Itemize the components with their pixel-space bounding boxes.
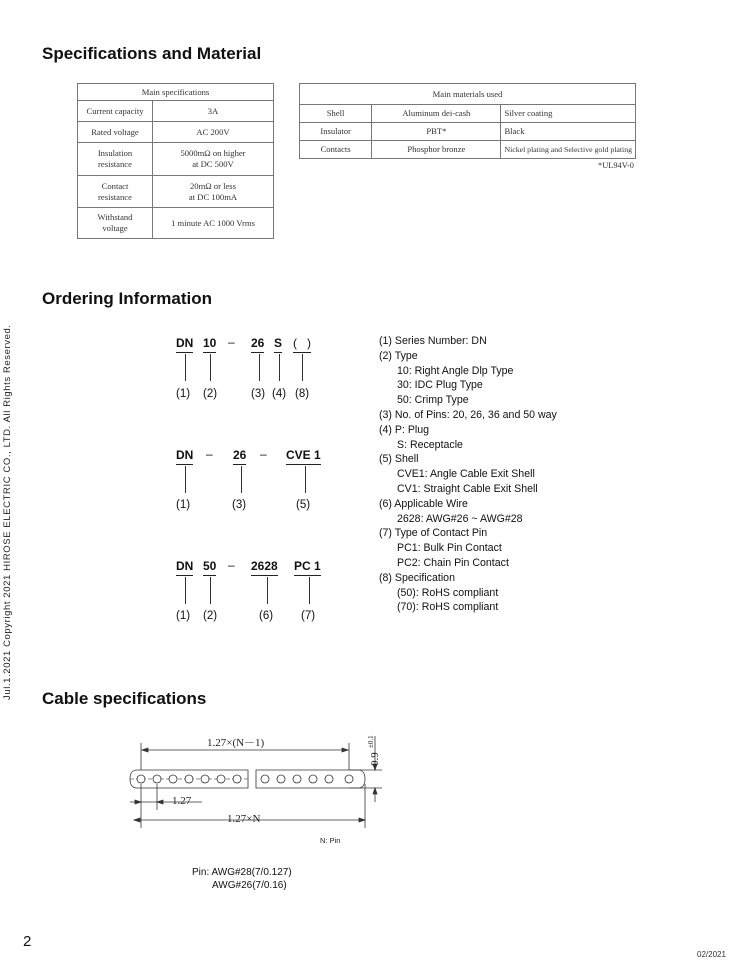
- code-part: PC 1: [294, 559, 321, 573]
- material-finish: Black: [501, 123, 636, 141]
- cable-cross-section-diagram: [112, 718, 402, 878]
- code-num: (4): [272, 388, 287, 400]
- code-num: (3): [251, 388, 266, 400]
- list-item: (7) Type of Contact Pin: [379, 527, 488, 540]
- code-part: 10: [203, 336, 217, 350]
- list-item: PC1: Bulk Pin Contact: [397, 542, 502, 555]
- spec-value: 1 minute AC 1000 Vrms: [153, 208, 274, 239]
- list-item: (1) Series Number: DN: [379, 335, 487, 347]
- spec-value: 3A: [153, 101, 274, 122]
- material-part: Insulator: [300, 123, 372, 141]
- list-item: (3) No. of Pins: 20, 26, 36 and 50 way: [379, 408, 557, 421]
- main-specs-header: Main specifications: [78, 84, 274, 101]
- list-item: (2) Type: [379, 349, 418, 362]
- spec-label: Rated voltage: [78, 122, 153, 143]
- code-num: (2): [203, 610, 218, 622]
- list-item: (5) Shell: [379, 453, 419, 466]
- list-item: (70): RoHS compliant: [397, 601, 499, 614]
- pin-spec-line-2: AWG#26(7/0.16): [212, 880, 287, 891]
- material-name: Phosphor bronze: [372, 141, 501, 159]
- materials-header: Main materials used: [300, 84, 636, 105]
- spec-label: Contact resistance: [78, 176, 153, 208]
- code-part: DN: [176, 448, 194, 462]
- spec-label: Current capacity: [78, 101, 153, 122]
- code-dash: –: [228, 558, 235, 572]
- dim-height-label: 0.9: [369, 752, 381, 766]
- dim-height-tolerance: ±0.1: [367, 735, 375, 748]
- dim-top-label: 1.27×(N－1): [207, 737, 265, 749]
- code-num: (5): [296, 499, 311, 511]
- list-item: CV1: Straight Cable Exit Shell: [397, 482, 538, 495]
- materials-footnote: *UL94V-0: [598, 161, 634, 170]
- list-item: PC2: Chain Pin Contact: [397, 556, 509, 569]
- list-item: 50: Crimp Type: [397, 394, 469, 407]
- material-part: Shell: [300, 105, 372, 123]
- code-num: (1): [176, 610, 191, 622]
- code-num: (2): [203, 388, 218, 400]
- specs-section-title: Specifications and Material: [42, 44, 262, 63]
- material-name: Aluminum dei-cash: [372, 105, 501, 123]
- code-num: (1): [176, 388, 191, 400]
- code-part: DN: [176, 559, 194, 573]
- spec-value: 5000mΩ on higher at DC 500V: [153, 143, 274, 176]
- material-finish: Nickel plating and Selective gold plating: [501, 141, 636, 159]
- list-item: (8) Specification: [379, 571, 455, 584]
- code-dash: –: [228, 335, 235, 349]
- material-name: PBT*: [372, 123, 501, 141]
- code-part: CVE 1: [286, 448, 321, 462]
- spec-value: 20mΩ or less at DC 100mA: [153, 176, 274, 208]
- code-part: S: [274, 336, 283, 350]
- code-part: ( ): [293, 336, 312, 350]
- material-part: Contacts: [300, 141, 372, 159]
- code-num: (6): [259, 610, 274, 622]
- list-item: (4) P: Plug: [379, 423, 430, 436]
- list-item: CVE1: Angle Cable Exit Shell: [397, 468, 535, 481]
- dim-pitch-label: 1.27: [172, 795, 192, 807]
- code-num: (3): [232, 499, 247, 511]
- dim-bottom-label: 1.27×N: [227, 813, 261, 825]
- code-dash: –: [206, 447, 213, 461]
- table-row: [78, 143, 274, 176]
- code-part: DN: [176, 336, 194, 350]
- footer-date: 02/2021: [697, 950, 726, 959]
- table-row: [78, 176, 274, 208]
- page-number: 2: [23, 933, 32, 950]
- table-row: [78, 122, 274, 143]
- code-part: 26: [233, 448, 247, 462]
- table-row: [300, 123, 636, 141]
- cable-section-title: Cable specifications: [42, 689, 207, 708]
- code-num: (1): [176, 499, 191, 511]
- list-item: (50): RoHS compliant: [397, 586, 499, 599]
- list-item: 30: IDC Plug Type: [397, 379, 483, 392]
- code-part: 26: [251, 336, 265, 350]
- code-part: 50: [203, 559, 217, 573]
- code-num: (8): [295, 388, 310, 400]
- table-row: [300, 141, 636, 159]
- spec-label: Withstand voltage: [78, 208, 153, 239]
- list-item: 10: Right Angle Dlp Type: [397, 364, 514, 377]
- material-finish: Silver coating: [501, 105, 636, 123]
- spec-label: Insulation resistance: [78, 143, 153, 176]
- pin-spec-line-1: Pin: AWG#28(7/0.127): [192, 867, 292, 878]
- main-specs-table: [77, 83, 274, 239]
- pin-count-note: N: Pin: [320, 836, 341, 845]
- copyright-sidebar: Jul.1.2021 Copyright 2021 HIROSE ELECTRIC CO., LTD. All Rights Reserved.: [2, 324, 13, 700]
- code-num: (7): [301, 610, 316, 622]
- table-row: [300, 105, 636, 123]
- ordering-info-list: [379, 334, 557, 615]
- code-dash: –: [260, 447, 267, 461]
- list-item: (6) Applicable Wire: [379, 497, 468, 510]
- list-item: 2628: AWG#26 ~ AWG#28: [397, 512, 523, 525]
- materials-table: [299, 83, 636, 159]
- table-row: [78, 101, 274, 122]
- ordering-section-title: Ordering Information: [42, 289, 212, 308]
- spec-value: AC 200V: [153, 122, 274, 143]
- list-item: S: Receptacle: [397, 438, 463, 451]
- code-part: 2628: [251, 559, 278, 573]
- table-row: [78, 208, 274, 239]
